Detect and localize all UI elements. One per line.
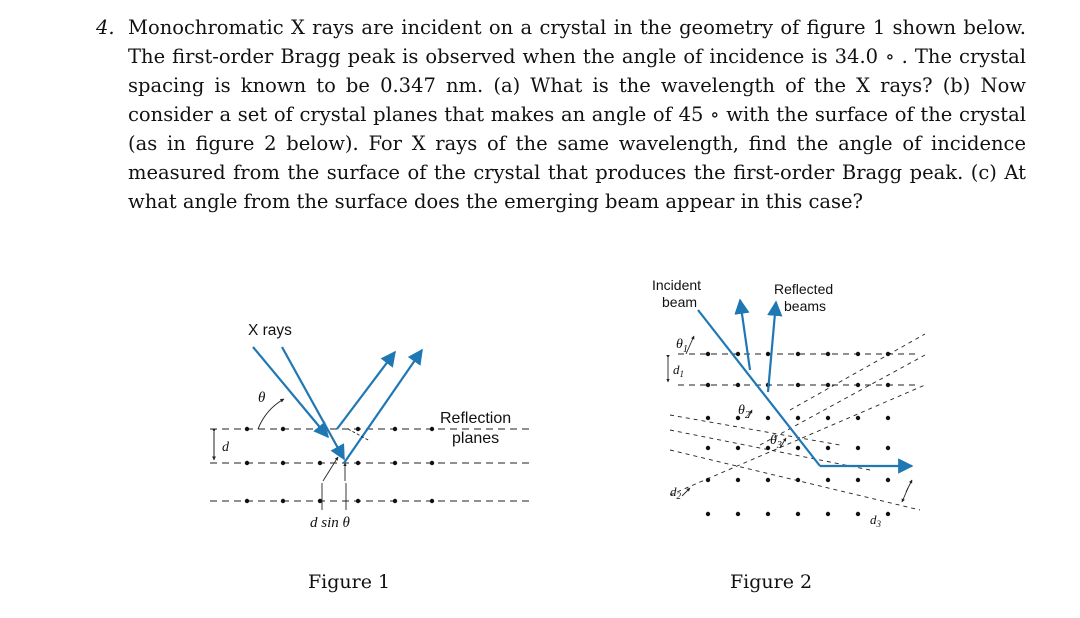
atoms-grid bbox=[706, 352, 890, 516]
incident-beam-fig2 bbox=[698, 310, 820, 466]
d-sin-theta-label: d sin θ bbox=[310, 515, 350, 531]
incident-beam-label-1: Incident bbox=[652, 277, 702, 293]
figure-2-diagram bbox=[640, 270, 940, 540]
theta2-label: $\theta_2$ bbox=[738, 403, 750, 421]
theta1-label: $\theta_1$ bbox=[676, 337, 688, 355]
reflected-beam-1 bbox=[337, 352, 395, 429]
diagonal-planes bbox=[670, 334, 925, 510]
theta-label: θ bbox=[258, 390, 266, 406]
theta3-label: $\theta_3$ bbox=[770, 433, 782, 451]
reflection-planes-label-2: planes bbox=[452, 430, 500, 447]
path-difference-lines bbox=[322, 429, 370, 510]
reflected-beams-label-1: Reflected bbox=[774, 281, 834, 297]
d3-label: $d_3$ bbox=[870, 512, 881, 529]
problem-number: 4. bbox=[96, 16, 115, 39]
x-rays-label: X rays bbox=[248, 322, 292, 339]
beams-fig2 bbox=[698, 300, 912, 466]
reflection-planes-label-1: Reflection bbox=[440, 410, 512, 427]
figure-2-caption: Figure 2 bbox=[730, 571, 813, 593]
horizontal-planes bbox=[678, 354, 920, 385]
figure-1-caption: Figure 1 bbox=[308, 571, 391, 593]
figure-1-diagram bbox=[200, 305, 540, 535]
problem-statement bbox=[96, 13, 1026, 216]
d-label: d bbox=[222, 440, 229, 455]
incident-beam-2 bbox=[282, 347, 344, 459]
reflected-beams-label-2: beams bbox=[784, 298, 827, 314]
figure-1 bbox=[200, 305, 540, 535]
reflected-beam-1-fig2 bbox=[740, 300, 750, 370]
x-ray-beams bbox=[253, 347, 422, 463]
angle-marks bbox=[668, 336, 912, 502]
figure-2 bbox=[640, 270, 940, 540]
d1-label: $d_1$ bbox=[673, 362, 684, 379]
d2-label: $d_2$ bbox=[670, 484, 681, 501]
reflected-beam-2-fig2 bbox=[768, 302, 776, 392]
incident-beam-label-2: beam bbox=[662, 294, 698, 310]
problem-text: Monochromatic X rays are incident on a crystal in the geometry of figure 1 shown below. The first-order Bragg peak is observed when the angle of incidence is 34.0 ∘ . The crystal spacing is known to be 0.347 nm. (a) What is the wavelength of the X rays? (b) Now consider a set of crystal planes that makes an angle of 45 ∘ with the surface of the crystal (as in figure 2 below). For X rays of the same wavelength, find the angle of incidence measured from the surface of the crystal that produces the first-order Bragg peak. (c) At what angle from the surface does the emerging beam appear in this case? bbox=[128, 16, 1026, 213]
atoms bbox=[245, 427, 434, 503]
